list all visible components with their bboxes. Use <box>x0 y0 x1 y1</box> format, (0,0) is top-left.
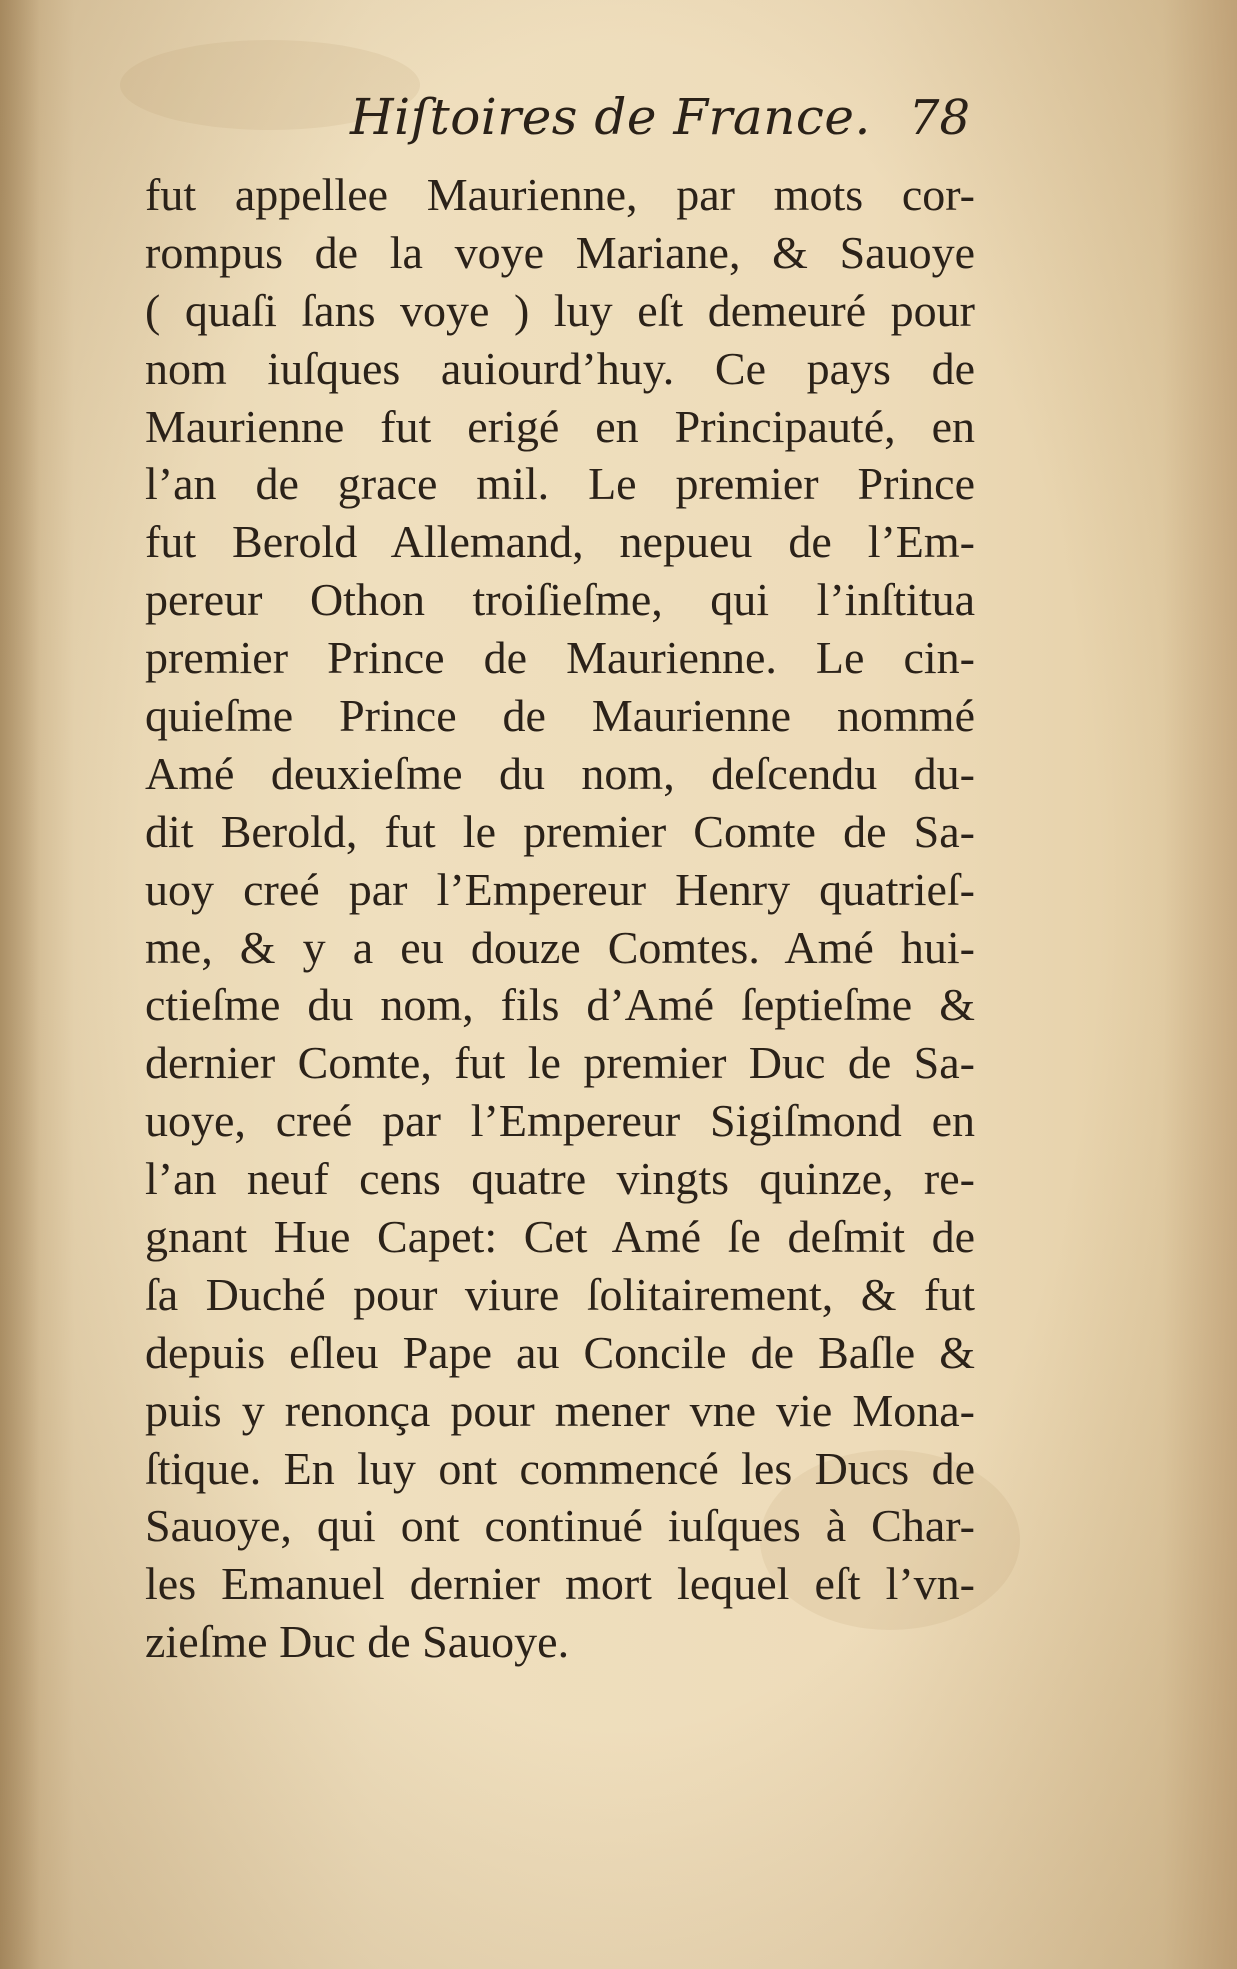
gutter-shadow <box>0 0 40 1969</box>
running-title: Hiſtoires de France. <box>350 88 871 146</box>
text-line: premier Prince de Maurienne. Le cin- <box>145 632 975 684</box>
text-line: Amé deuxieſme du nom, deſcendu du- <box>145 747 975 799</box>
text-line: puis y renonça pour mener vne vie Mona- <box>145 1384 975 1436</box>
body-text <box>145 166 975 1671</box>
text-line: quieſme Prince de Maurienne nommé <box>145 690 975 742</box>
text-line: fut appellee Maurienne, par mots cor- <box>145 169 975 220</box>
page-number: 78 <box>908 90 970 146</box>
text-line: uoye, creé par l’Empereur Sigiſmond en <box>145 1095 975 1147</box>
text-line: rompus de la voye Mariane, & Sauoye <box>145 226 975 278</box>
text-line: zieſme Duc de Sauoye. <box>145 1616 570 1668</box>
text-line: fut Berold Allemand, nepueu de l’Em- <box>145 516 975 568</box>
text-line: ſa Duché pour viure ſolitairement, & fut <box>145 1268 975 1320</box>
text-line: ſtique. En luy ont commencé les Ducs de <box>145 1442 975 1494</box>
text-line: l’an neuf cens quatre vingts quinze, re- <box>145 1153 975 1205</box>
text-line: les Emanuel dernier mort lequel eſt l’vn- <box>145 1558 975 1610</box>
page-header <box>330 88 970 158</box>
text-line: Sauoye, qui ont continué iuſques à Char- <box>145 1500 975 1552</box>
text-line: ctieſme du nom, fils d’Amé ſeptieſme & <box>145 979 975 1031</box>
text-line: dit Berold, fut le premier Comte de Sa- <box>145 805 975 857</box>
text-line: Maurienne fut erigé en Principauté, en <box>145 400 975 452</box>
text-line: depuis eſleu Pape au Concile de Baſle & <box>145 1326 975 1378</box>
text-line: ( quaſi ſans voye ) luy eſt demeuré pour <box>145 284 975 336</box>
text-line: l’an de grace mil. Le premier Prince <box>145 458 975 510</box>
text-line: nom iuſques auiourd’huy. Ce pays de <box>145 342 975 394</box>
text-line: me, & y a eu douze Comtes. Amé hui- <box>145 921 975 973</box>
text-line: uoy creé par l’Empereur Henry quatrieſ- <box>145 863 975 915</box>
text-line: dernier Comte, fut le premier Duc de Sa- <box>145 1037 975 1089</box>
text-line: gnant Hue Capet: Cet Amé ſe deſmit de <box>145 1211 975 1263</box>
text-line: pereur Othon troiſieſme, qui l’inſtitua <box>145 574 975 626</box>
